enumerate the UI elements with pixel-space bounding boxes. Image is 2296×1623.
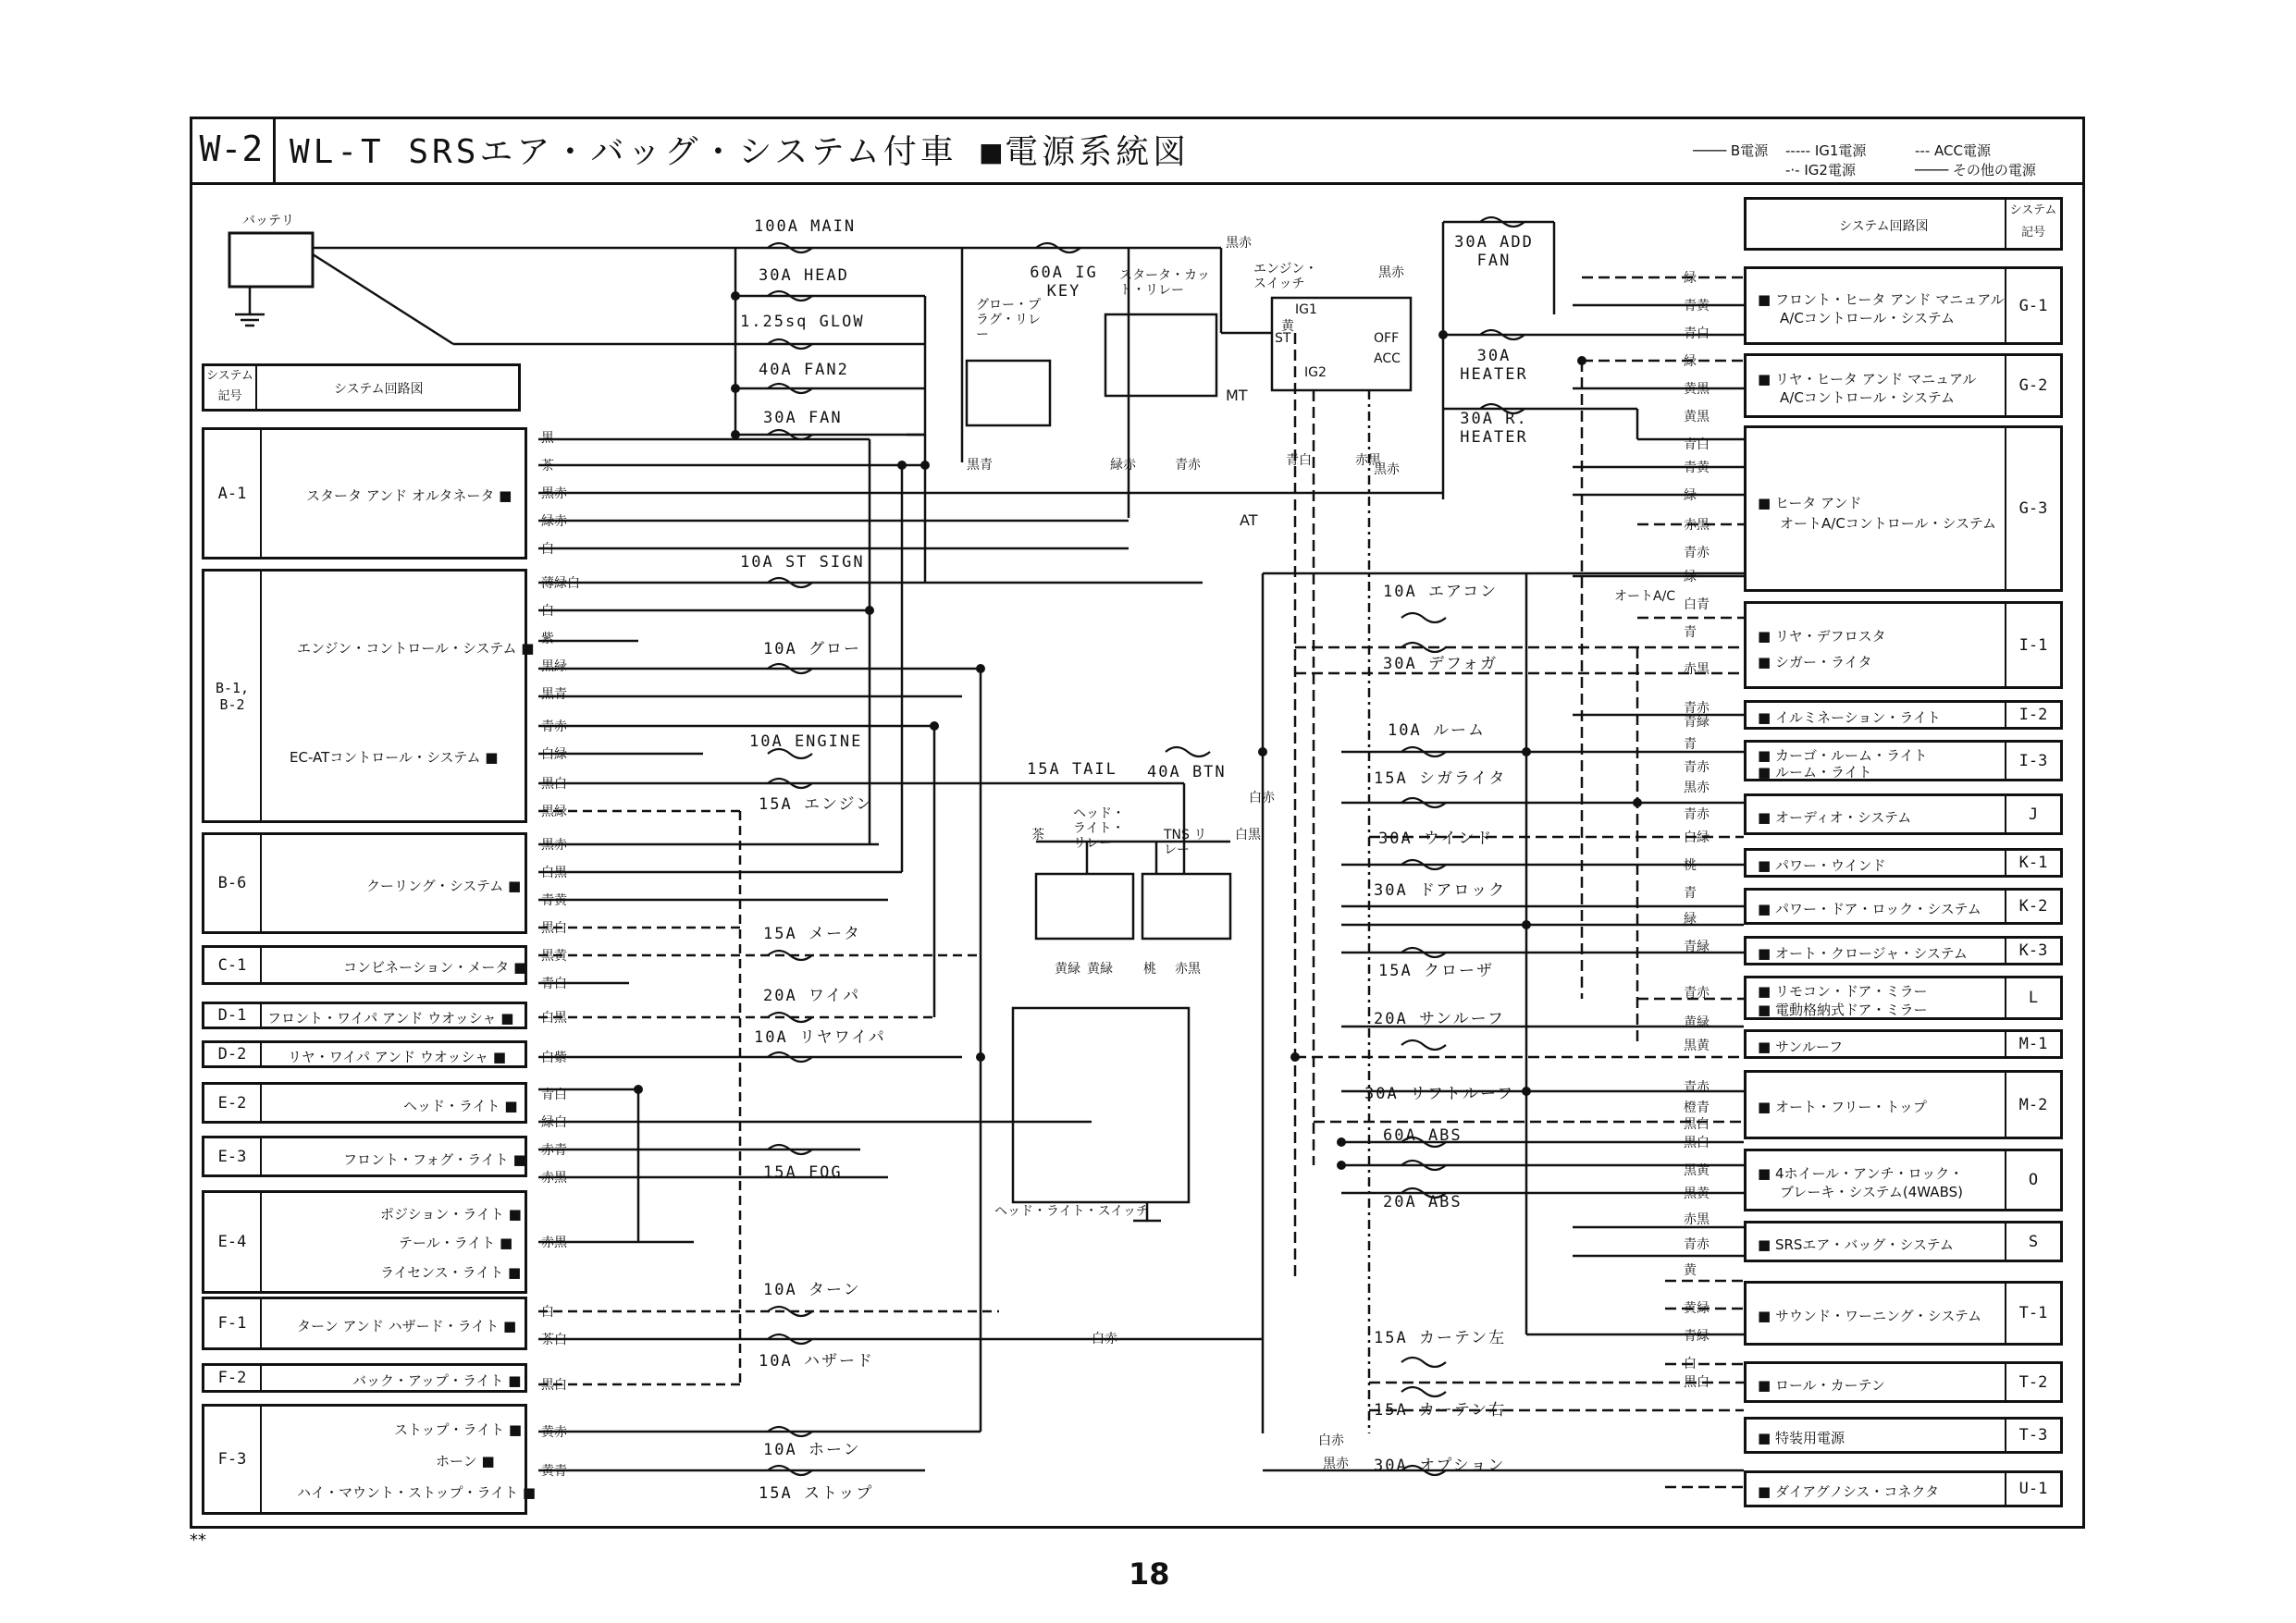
wire-color-label: 赤黒 (1684, 662, 1710, 677)
system-box-o (1744, 1149, 2063, 1211)
system-box-e3 (202, 1136, 527, 1177)
wire-color-label: 青 (1684, 625, 1697, 640)
wire-color-label: 緑 (1684, 354, 1697, 369)
wire-color-label: 青赤 (1684, 1237, 1710, 1252)
system-name: テール・ライト ■ (399, 1235, 513, 1251)
left-header-code: システム記号 (204, 366, 257, 409)
fuse-label: 40A BTN (1147, 763, 1227, 781)
wire-color-label: 緑 (1684, 271, 1697, 286)
system-box-g1 (1744, 266, 2063, 345)
wire-color-label: 青赤 (1684, 986, 1710, 1001)
system-code: B-6 (204, 835, 262, 931)
fuse-label: 30A FAN (763, 409, 843, 427)
wire-color-label: 赤黒 (541, 1171, 567, 1186)
legend-ig2-power: -·- IG2電源 (1785, 162, 1856, 178)
system-code: E-2 (204, 1085, 262, 1121)
wire-color-label: 黒白 (1684, 1136, 1710, 1150)
wire-color-label: 黄赤 (541, 1425, 567, 1440)
system-code: E-4 (204, 1193, 262, 1291)
system-name: バック・アップ・ライト ■ (352, 1372, 522, 1389)
wire-color-label: 青白 (541, 977, 567, 991)
system-name: ■ カーゴ・ルーム・ライト (1758, 747, 1928, 764)
fuse-label: 15A メータ (763, 925, 861, 943)
wire-color-label: 黒緑 (541, 659, 567, 674)
system-name: ■ フロント・ヒータ アンド マニュアル (1758, 291, 2005, 308)
system-box-g2 (1744, 353, 2063, 418)
system-name: ■ ルーム・ライト (1758, 764, 1872, 781)
system-code: T-1 (2005, 1284, 2060, 1343)
wire-color-label: 黒白 (541, 777, 567, 792)
glow-plug-relay-label: グロー・プラグ・リレー (976, 298, 1041, 342)
system-name: ヘッド・ライト ■ (403, 1098, 518, 1114)
wire-color-label: 青赤 (1175, 458, 1201, 473)
system-name: ライセンス・ライト ■ (380, 1264, 522, 1281)
wire-color-label: 黒黄 (541, 949, 567, 964)
system-box-f1 (202, 1297, 527, 1350)
wire-color-label: 緑 (1684, 570, 1697, 584)
system-box-i3 (1744, 740, 2063, 781)
system-name: ■ サンルーフ (1758, 1039, 1844, 1055)
wire-color-label: 紫 (541, 632, 554, 646)
wire-color-label: 青赤 (1684, 1080, 1710, 1095)
system-box-b1-b2 (202, 569, 535, 823)
wire-color-label: 黄青 (541, 1464, 567, 1479)
system-name: コンビネーション・メータ ■ (343, 959, 527, 976)
system-code: F-3 (204, 1407, 262, 1512)
system-code: E-3 (204, 1138, 262, 1174)
diagram-title: WL-T SRSエア・バッグ・システム付車 ■電源系統図 (290, 133, 1191, 171)
wire-color-label: 白赤 (1092, 1332, 1117, 1346)
starter-cut-relay-label: スタータ・カット・リレー (1119, 268, 1210, 298)
system-code: F-2 (204, 1366, 262, 1390)
system-name: ■ オート・フリー・トップ (1758, 1099, 1927, 1115)
system-code: U-1 (2005, 1473, 2060, 1505)
system-name: オートA/Cコントロール・システム (1780, 515, 1996, 532)
system-box-t2 (1744, 1361, 2063, 1403)
wire-color-label: 黒黄 (1684, 1187, 1710, 1201)
system-code: M-1 (2005, 1032, 2060, 1056)
tns-relay-label: TNS リレー (1164, 828, 1207, 857)
wire-color-label: 青緑 (1684, 1329, 1710, 1344)
system-box-b6 (202, 832, 527, 934)
system-code: I-1 (2005, 604, 2060, 686)
fuse-label: 10A ハザード (759, 1352, 874, 1371)
legend-other-power: ──── その他の電源 (1915, 162, 2036, 178)
fuse-label: 10A エアコン (1383, 583, 1499, 601)
fuse-label: 15A カーテン右 (1374, 1401, 1507, 1420)
right-header-name: システム回路図 (1839, 219, 1929, 234)
system-code: D-2 (204, 1043, 262, 1065)
legend-acc-power: --- ACC電源 (1915, 142, 1991, 159)
fuse-label: 20A ワイパ (763, 987, 861, 1005)
mt-label: MT (1226, 387, 1248, 404)
wire-color-label: 黒赤 (541, 838, 567, 853)
fuse-label: 15A クローザ (1378, 962, 1494, 980)
legend-b-power: ──── B電源 (1693, 142, 1769, 159)
system-box-a1 (202, 427, 527, 559)
system-name: リヤ・ワイパ アンド ウオッシャ ■ (288, 1049, 507, 1065)
wire-color-label: 薄緑白 (541, 576, 580, 591)
system-box-m2 (1744, 1070, 2063, 1139)
wire-color-label: 緑白 (541, 1115, 567, 1130)
system-name: EC-ATコントロール・システム ■ (290, 749, 499, 766)
fuse-label: 10A ST SIGN (740, 553, 865, 572)
wire-color-label: 黒青 (967, 458, 993, 473)
wire-color-label: 白紫 (541, 1051, 567, 1065)
wire-color-label: 黒赤 (541, 486, 567, 501)
fuse-label: 30A ADD FAN (1454, 233, 1534, 270)
wire-color-label: 黒赤 (1378, 265, 1404, 280)
wire-color-label: 黄緑 (1087, 962, 1113, 977)
wire-color-label: 緑 (1684, 488, 1697, 503)
wire-color-label: 青白 (1684, 326, 1710, 341)
switch-pos-acc: ACC (1374, 351, 1401, 366)
headlight-relay-label: ヘッド・ライト・リレー (1073, 806, 1125, 851)
wire-color-label: 白赤 (1318, 1433, 1344, 1448)
engine-switch-label: エンジン・スイッチ (1253, 262, 1318, 291)
wire-color-label: 緑赤 (1110, 458, 1136, 473)
right-header-code: システム記号 (2005, 200, 2060, 248)
wire-color-label: 青緑 (1684, 940, 1710, 954)
fuse-label: 15A シガライタ (1374, 769, 1507, 788)
wire-color-label: 白 (1684, 1357, 1697, 1371)
system-code: T-2 (2005, 1364, 2060, 1400)
system-box-k1 (1744, 848, 2063, 878)
right-system-header (1744, 197, 2063, 251)
system-box-d2 (202, 1040, 527, 1068)
system-name: ■ リヤ・ヒータ アンド マニュアル (1758, 371, 1977, 387)
system-box-f3 (202, 1404, 537, 1515)
system-box-s (1744, 1221, 2063, 1262)
wire-color-label: 黄 (1281, 319, 1294, 334)
system-box-l (1744, 976, 2063, 1020)
fuse-label: 10A グロー (763, 640, 861, 658)
system-code: I-3 (2005, 743, 2060, 779)
system-name: ストップ・ライト ■ (394, 1421, 523, 1438)
system-box-k2 (1744, 888, 2063, 925)
wire-color-label: 青赤 (1684, 760, 1710, 775)
wire-color-label: 黒白 (1684, 1375, 1710, 1390)
system-box-d1 (202, 1002, 527, 1029)
system-code: S (2005, 1223, 2060, 1260)
system-name: エンジン・コントロール・システム ■ (297, 640, 535, 657)
system-name: ■ 4ホイール・アンチ・ロック・ (1758, 1165, 1964, 1182)
fuse-label: 30A オプション (1374, 1457, 1506, 1475)
system-box-c1 (202, 945, 527, 985)
wire-color-label: 白 (541, 542, 554, 557)
wire-color-label: 赤黒 (1175, 962, 1201, 977)
fuse-label: 15A TAIL (1027, 760, 1117, 779)
fuse-label: 30A HEAD (759, 266, 849, 285)
wire-color-label: 黒赤 (1226, 236, 1252, 251)
fuse-label: 30A ドアロック (1374, 881, 1507, 900)
system-name: ■ ロール・カーテン (1758, 1377, 1885, 1394)
wire-color-label: 赤青 (541, 1143, 567, 1158)
system-name: ホーン ■ (436, 1453, 495, 1469)
wire-color-label: 赤黒 (1684, 518, 1710, 533)
wire-color-label: 黒緑 (541, 805, 567, 819)
fuse-label: 30A ウインド (1378, 830, 1494, 848)
system-name: ■ SRSエア・バッグ・システム (1758, 1236, 1954, 1253)
fuse-label: 10A リヤワイパ (754, 1028, 886, 1047)
system-code: K-3 (2005, 939, 2060, 963)
wire-color-label: 白 (541, 1305, 554, 1320)
system-name: ■ オート・クロージャ・システム (1758, 945, 1968, 962)
wire-color-label: 青白 (1684, 437, 1710, 452)
system-box-g3 (1744, 425, 2063, 592)
diagram-code: W-2 (190, 117, 276, 182)
wire-color-label: 白青 (1684, 597, 1710, 612)
wire-color-label: 黄黒 (1684, 410, 1710, 424)
wire-color-label: 白黒 (1235, 828, 1261, 842)
wire-color-label: 白黒 (541, 866, 567, 880)
fuse-label: 40A FAN2 (759, 361, 849, 379)
system-name: スタータ アンド オルタネータ ■ (306, 487, 512, 504)
system-code: M-2 (2005, 1073, 2060, 1137)
system-name: フロント・ワイパ アンド ウオッシャ ■ (267, 1010, 514, 1027)
system-name: ■ リヤ・デフロスタ (1758, 628, 1886, 645)
fuse-label: 10A ホーン (763, 1441, 861, 1459)
fuse-label: 60A IG KEY (1030, 264, 1098, 301)
system-name: クーリング・システム ■ (366, 878, 522, 894)
system-box-f2 (202, 1363, 527, 1393)
wire-color-label: 青赤 (1684, 546, 1710, 560)
system-code: J (2005, 796, 2060, 832)
system-name: フロント・フォグ・ライト ■ (343, 1151, 526, 1168)
system-code: D-1 (204, 1004, 262, 1027)
system-box-e2 (202, 1082, 527, 1124)
switch-pos-ig1: IG1 (1295, 302, 1317, 317)
fuse-label: 20A ABS (1383, 1193, 1463, 1211)
wire-color-label: 青緑 (1684, 715, 1710, 730)
system-code: K-1 (2005, 851, 2060, 875)
system-name: ポジション・ライト ■ (380, 1206, 522, 1223)
wire-color-label: 黒 (541, 431, 554, 446)
system-box-j (1744, 793, 2063, 835)
wire-color-label: 黒青 (541, 687, 567, 702)
switch-pos-off: OFF (1374, 331, 1400, 346)
wire-color-label: 青赤 (1684, 807, 1710, 822)
fuse-label: 30A R. HEATER (1460, 410, 1528, 447)
system-box-e4 (202, 1190, 527, 1294)
wire-color-label: 青黄 (1684, 461, 1710, 475)
fuse-label: 100A MAIN (754, 217, 857, 236)
wire-color-label: 黒赤 (1374, 462, 1400, 477)
wire-color-label: 黒白 (541, 1378, 567, 1393)
system-code: G-2 (2005, 356, 2060, 415)
wire-color-label: 黒白 (541, 921, 567, 936)
left-system-header (202, 363, 521, 412)
system-box-u1 (1744, 1470, 2063, 1507)
wire-color-label: 青 (1684, 737, 1697, 752)
wire-color-label: 青白 (1286, 453, 1312, 468)
system-name: ■ パワー・ドア・ロック・システム (1758, 901, 1981, 917)
system-name: A/Cコントロール・システム (1780, 389, 1955, 406)
wire-color-label: 黒黄 (1684, 1039, 1710, 1053)
wire-color-label: 黒黄 (1684, 1163, 1710, 1178)
system-name: ハイ・マウント・ストップ・ライト ■ (297, 1484, 537, 1501)
wire-color-label: 青赤 (541, 719, 567, 734)
system-name: ターン アンド ハザード・ライト ■ (297, 1318, 517, 1334)
wire-color-label: 黒赤 (1684, 781, 1710, 795)
system-box-t1 (1744, 1281, 2063, 1346)
system-name: ■ 特装用電源 (1758, 1430, 1845, 1446)
wire-color-label: 茶白 (541, 1333, 567, 1347)
headlight-switch-label: ヘッド・ライト・スイッチ (994, 1204, 1150, 1219)
fuse-label: 20A サンルーフ (1374, 1010, 1505, 1028)
system-code: C-1 (204, 948, 262, 982)
system-name: ■ ヒータ アンド (1758, 495, 1862, 511)
wire-color-label: 緑 (1684, 912, 1697, 927)
fuse-label: 15A FOG (763, 1163, 843, 1182)
system-name: ブレーキ・システム(4WABS) (1780, 1184, 1963, 1200)
system-box-k3 (1744, 936, 2063, 965)
wire-color-label: 白赤 (1249, 791, 1275, 805)
wire-color-label: 桃 (1143, 962, 1156, 977)
page-number: 18 (1129, 1556, 1170, 1592)
auto-ac-label: オートA/C (1614, 589, 1676, 604)
system-name: ■ パワー・ウインド (1758, 857, 1886, 874)
system-code: L (2005, 978, 2060, 1017)
wire-color-label: 白緑 (541, 747, 567, 762)
wire-color-label: 白 (541, 604, 554, 619)
wire-color-label: 青赤 (1684, 701, 1710, 716)
fuse-label: 10A ターン (763, 1281, 861, 1299)
wire-color-label: 青白 (541, 1088, 567, 1102)
fuse-label: 60A ABS (1383, 1126, 1463, 1145)
system-name: ■ サウンド・ワーニング・システム (1758, 1308, 1982, 1324)
fuse-label: 30A HEATER (1460, 347, 1528, 384)
system-code: O (2005, 1151, 2060, 1209)
system-code: G-3 (2005, 428, 2060, 589)
footer-mark: ** (190, 1531, 206, 1550)
fuse-label: 30A リフトルーフ (1364, 1085, 1515, 1103)
battery-label: バッテリ (242, 214, 294, 228)
fuse-label: 10A ルーム (1388, 721, 1486, 740)
wire-color-label: 青 (1684, 886, 1697, 901)
system-name: ■ 電動格納式ドア・ミラー (1758, 1002, 1928, 1018)
fuse-label: 15A カーテン左 (1374, 1329, 1507, 1347)
wire-color-label: 青黄 (1684, 299, 1710, 314)
wire-color-label: 黄緑 (1055, 962, 1080, 977)
wire-color-label: 白緑 (1684, 830, 1710, 845)
switch-pos-st: ST (1275, 331, 1291, 346)
wire-color-label: 黄緑 (1684, 1301, 1710, 1316)
left-header-name: システム回路図 (334, 382, 424, 397)
system-box-t3 (1744, 1417, 2063, 1454)
switch-pos-ig2: IG2 (1304, 365, 1327, 380)
system-name: A/Cコントロール・システム (1780, 310, 1955, 326)
system-name: ■ リモコン・ドア・ミラー (1758, 983, 1928, 1000)
wire-color-label: 黒赤 (1323, 1457, 1349, 1471)
wire-color-label: 赤黒 (1684, 1212, 1710, 1227)
wire-color-label: 赤黒 (1355, 453, 1381, 468)
wire-color-label: 黄 (1684, 1263, 1697, 1278)
system-name: ■ イルミネーション・ライト (1758, 709, 1941, 726)
system-code: T-3 (2005, 1420, 2060, 1451)
system-box-m1 (1744, 1029, 2063, 1059)
legend-ig1-power: ----- IG1電源 (1785, 142, 1867, 159)
system-box-i2 (1744, 700, 2063, 730)
wire-color-label: 茶 (1031, 828, 1044, 842)
fuse-label: 1.25sq GLOW (740, 313, 865, 331)
fuse-label: 15A エンジン (759, 795, 874, 814)
system-name: ■ オーディオ・システム (1758, 809, 1912, 826)
wire-color-label: 黒白 (1684, 1117, 1710, 1132)
fuse-label: 30A デフォガ (1383, 655, 1499, 673)
wire-color-label: 白黒 (541, 1011, 567, 1026)
fuse-label: 10A ENGINE (749, 732, 863, 751)
at-label: AT (1240, 511, 1258, 529)
system-code: G-1 (2005, 269, 2060, 342)
wire-color-label: 赤黒 (541, 1236, 567, 1250)
system-name: ■ シガー・ライタ (1758, 654, 1872, 670)
wire-color-label: 青黄 (541, 893, 567, 908)
system-code: B-1, B-2 (204, 572, 262, 820)
system-code: F-1 (204, 1299, 262, 1347)
wire-color-label: 黄黒 (1684, 382, 1710, 397)
fuse-label: 15A ストップ (759, 1484, 874, 1503)
wire-color-label: 桃 (1684, 858, 1697, 873)
wire-color-label: 橙青 (1684, 1100, 1710, 1115)
system-code: A-1 (204, 430, 262, 557)
system-code: K-2 (2005, 891, 2060, 922)
wire-color-label: 緑赤 (541, 514, 567, 529)
wire-color-label: 茶 (541, 459, 554, 473)
system-box-i1 (1744, 601, 2063, 689)
system-name: ■ ダイアグノシス・コネクタ (1758, 1483, 1940, 1500)
system-code: I-2 (2005, 703, 2060, 727)
wire-color-label: 黄緑 (1684, 1015, 1710, 1030)
